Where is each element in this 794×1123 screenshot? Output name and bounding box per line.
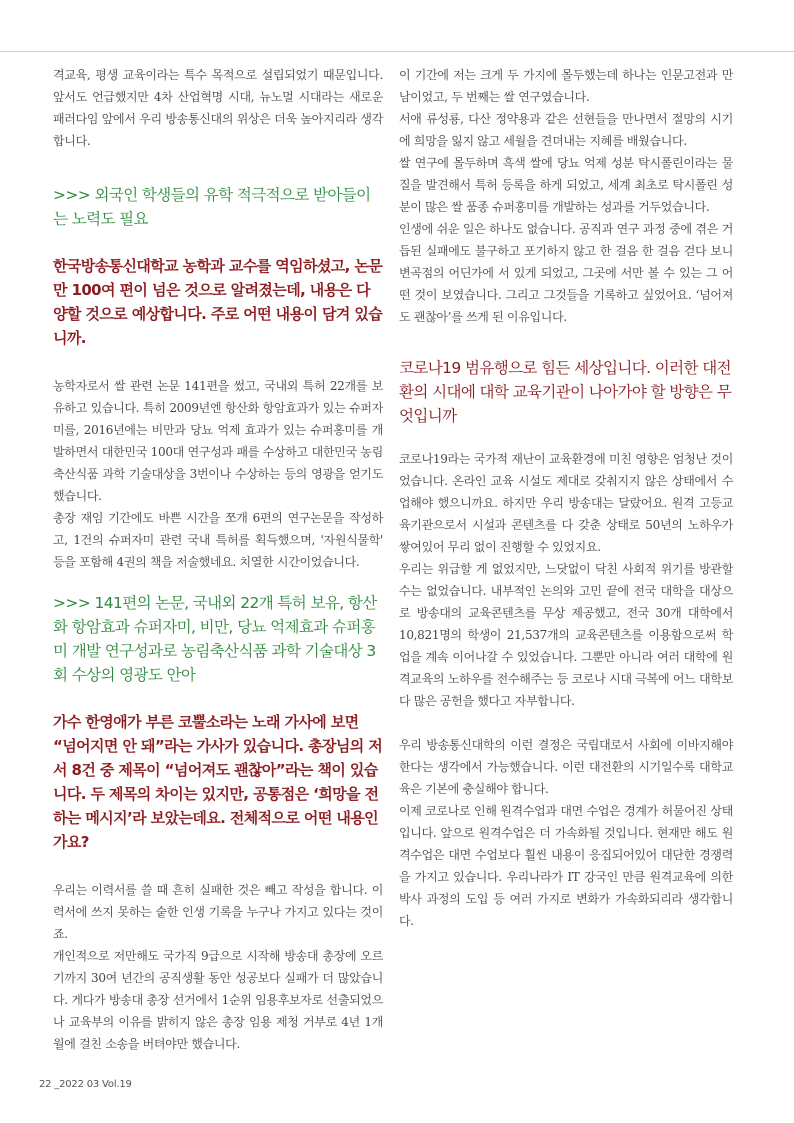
paragraph: 이제 코로나로 인해 원격수업과 대면 수업은 경계가 허물어진 상태입니다. 앞으로 원격수업은 더 가속화될 것입니다. 현재만 해도 원격수업은 대면 수업보다 훨씬 내용이 응집되어있어 대단한 경쟁력을 가지고 있습니다. 우리나라가 IT 강국인 만큼 원격교육에 의한 박사 과정의 도입 등 여러 가지로 변화가 가속화되리라 생각합니다. — [399, 804, 733, 928]
paragraph: 쌀 연구에 몰두하며 흑색 쌀에 당뇨 억제 성분 탁시폴린이라는 물질을 발견해서 특허 등록을 하게 되었고, 세계 최초로 탁시폴린 성분이 많은 쌀 품종 슈퍼홍미를 개발하는 성과를 거두었습니다. — [399, 156, 733, 214]
paragraph: 이 기간에 저는 크게 두 가지에 몰두했는데 하나는 인문고전과 만남이었고, 두 번째는 쌀 연구였습니다. — [399, 68, 733, 104]
interview-question: 가수 한영애가 부른 코뿔소라는 노래 가사에 보면 “넘어지면 안 돼”라는 가사가 있습니다. 총장님의 저서 8건 중 제목이 “넘어져도 괜찮아”라는 책이 있습니다. 두 제목의 차이는 있지만, 공통점은 ‘희망을 전하는 메시지’라 보았는데요. 전체적으로 어떤 내용인가요? — [53, 713, 383, 851]
interview-question: 코로나19 범유행으로 힘든 세상입니다. 이러한 대전환의 시대에 대학 교육기관이 나아가야 할 방향은 무엇입니까 — [399, 359, 732, 425]
interview-question: 한국방송통신대학교 농학과 교수를 역임하셨고, 논문만 100여 편이 넘은 것으로 알려졌는데, 내용은 다양할 것으로 예상합니다. 주로 어떤 내용이 담겨 있습니까. — [53, 257, 383, 347]
left-column — [53, 64, 383, 1055]
paragraph: 격교육, 평생 교육이라는 특수 목적으로 설립되었기 때문입니다. 앞서도 언급했지만 4차 산업혁명 시대, 뉴노멀 시대라는 새로운 패러다임 앞에서 우리 방송통신대의 위상은 더욱 높아지리라 생각합니다. — [53, 68, 383, 148]
page-footer: 22 _2022 03 Vol.19 — [39, 1079, 132, 1090]
paragraph: 인생에 쉬운 일은 하나도 없습니다. 공직과 연구 과정 중에 겪은 거듭된 실패에도 불구하고 포기하지 않고 한 걸음 한 걸음 걷다 보니 변곡점의 어딘가에 서 있게 되었고, 그곳에 서만 볼 수 있는 그 어떤 것이 보였습니다. 그리고 그것들을 기록하고 싶었어요. ‘넘어져도 괜찮아’를 쓰게 된 이유입니다. — [399, 222, 733, 324]
paragraph: 우리는 이력서를 쓸 때 흔히 실패한 것은 빼고 작성을 합니다. 이력서에 쓰지 못하는 숱한 인생 기록을 누구나 가지고 있다는 것이죠. — [53, 883, 383, 941]
paragraph: 총장 재임 기간에도 바쁜 시간을 쪼개 6편의 연구논문을 작성하고, 1건의 슈퍼자미 관련 국내 특허를 획득했으며, '자원식물학' 등을 포함해 4권의 책을 저술했네요. 치열한 시간이었습니다. — [53, 511, 383, 569]
section-heading: >>> 외국인 학생들의 유학 적극적으로 받아들이는 노력도 필요 — [53, 186, 371, 228]
paragraph: 코로나19라는 국가적 재난이 교육환경에 미친 영향은 엄청난 것이었습니다. 온라인 교육 시설도 제대로 갖춰지지 않은 상태에서 수업해야 했으니까요. 하지만 우리 방송대는 달랐어요. 원격 고등교육기관으로서 시설과 콘텐츠를 다 갖춘 상태로 50년의 노하우가 쌓여있어 무리 없이 진행할 수 있었지요. — [399, 452, 733, 554]
paragraph: 우리는 위급할 게 없었지만, 느닷없이 닥친 사회적 위기를 방관할 수는 없었습니다. 내부적인 논의와 고민 끝에 전국 대학을 대상으로 방송대의 교육콘텐츠를 무상 제공했고, 전국 30개 대학에서 10,821명의 학생이 21,537개의 교육콘텐츠를 이용함으로써 학업을 계속 이어나갈 수 있었습니다. 그뿐만 아니라 여러 대학에 원격교육의 노하우를 전수해주는 등 코로나 시대 극복에 어느 대학보다 많은 공헌을 했다고 자부합니다. — [399, 562, 733, 708]
section-heading: >>> 141편의 논문, 국내외 22개 특허 보유, 항산화 항암효과 슈퍼자미, 비만, 당뇨 억제효과 슈퍼홍미 개발 연구성과로 농림축산식품 과학 기술대상 3회 수상의 영광도 안아 — [53, 594, 377, 684]
paragraph: 개인적으로 저만해도 국가직 9급으로 시작해 방송대 총장에 오르기까지 30여 년간의 공직생활 동안 성공보다 실패가 더 많았습니다. 게다가 방송대 총장 선거에서 1순위 임용후보자로 선출되었으나 교육부의 이유를 밝히지 않은 총장 임용 제청 거부로 4년 1개월에 걸친 소송을 버텨야만 했습니다. — [53, 949, 383, 1051]
paragraph: 우리 방송통신대학의 이런 결정은 국립대로서 사회에 이바지해야 한다는 생각에서 가능했습니다. 이런 대전환의 시기일수록 대학교육은 기본에 충실해야 합니다. — [399, 738, 733, 796]
right-column — [399, 64, 733, 932]
paragraph: 서애 류성룡, 다산 정약용과 같은 선현들을 만나면서 절망의 시기에 희망을 잃지 않고 세월을 견뎌내는 지혜를 배웠습니다. — [399, 112, 733, 148]
paragraph: 농학자로서 쌀 관련 논문 141편을 썼고, 국내외 특허 22개를 보유하고 있습니다. 특히 2009년엔 항산화 항암효과가 있는 슈퍼자미를, 2016년에는 비만과 당뇨 억제 효과가 있는 슈퍼홍미를 개발하면서 대한민국 100대 연구성과 패를 수상하고 대한민국 농림축산식품 과학 기술대상을 3번이나 수상하는 등의 영광을 얻기도 했습니다. — [53, 379, 383, 503]
header-rule — [0, 51, 794, 52]
